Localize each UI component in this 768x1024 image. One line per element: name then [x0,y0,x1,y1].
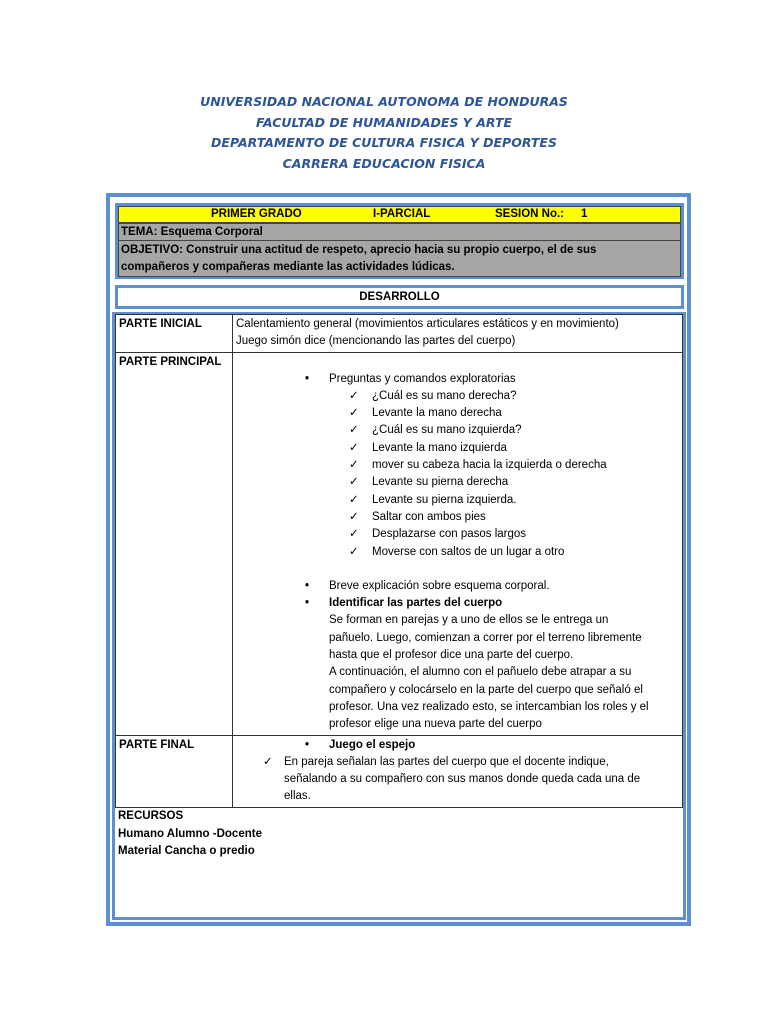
check-icon: ✓ [349,493,359,506]
tema-text: TEMA: Esquema Corporal [121,226,263,238]
list-item [236,492,679,509]
list-item [236,544,679,561]
session-label: SESION No.: [495,208,565,220]
spacer [236,561,679,578]
session-number: 1 [581,208,588,220]
faculty-name: FACULTAD DE HUMANIDADES Y ARTE [255,114,513,130]
parte-final-content [233,735,683,807]
bullet-text: Juego el espejo [329,738,416,751]
check-icon: ✓ [263,755,273,768]
final-list [236,737,679,806]
paragraph-line: compañero y colocárselo en la parte del cuerpo que señaló el [329,683,643,696]
parte-inicial-line-1: Calentamiento general (movimientos articulares estáticos y en movimiento) [236,318,619,330]
list-item [236,737,679,754]
check-text: En pareja señalan las partes del cuerpo que el docente indique, [284,755,609,768]
paragraph-line: pañuelo. Luego, comienzan a correr por el terreno libremente [329,631,642,644]
objetivo-row [118,240,681,277]
check-text: ¿Cuál es su mano derecha? [372,389,517,402]
recursos-material: Material Cancha o predio [118,845,255,857]
check-text: Saltar con ambos pies [372,510,486,523]
parte-principal-label: PARTE PRINCIPAL [116,352,233,735]
grade-row [118,206,681,223]
parte-inicial-content [233,315,683,353]
recursos-section [118,808,262,861]
bullet-text: Preguntas y comandos exploratorias [329,372,516,385]
check-icon: ✓ [349,459,359,472]
check-text: Moverse con saltos de un lugar a otro [372,545,565,558]
parte-inicial-label: PARTE INICIAL [116,315,233,353]
check-text: Desplazarse con pasos largos [372,528,527,541]
grade-label: PRIMER GRADO [211,208,302,220]
parte-inicial-row [116,315,683,353]
check-text: ¿Cuál es su mano izquierda? [372,424,522,437]
parte-inicial-line-2: Juego simón dice (mencionando las partes del cuerpo) [236,335,516,348]
parte-principal-row [116,352,683,735]
bullet-text: Breve explicación sobre esquema corporal. [329,579,550,592]
parte-final-row [116,735,683,807]
list-item [236,595,679,612]
check-icon: ✓ [349,510,359,523]
tema-row [118,223,681,241]
check-icon: ✓ [349,407,359,420]
list-item [236,422,679,439]
check-icon: ✓ [349,528,359,541]
list-item [236,578,679,595]
list-item [236,474,679,491]
check-icon: ✓ [349,389,359,402]
check-text: Levante su pierna derecha [372,476,509,489]
list-item [236,371,679,388]
bullet-text: Identificar las partes del cuerpo [329,597,503,610]
recursos-label: RECURSOS [118,810,184,822]
paragraph-line: A continuación, el alumno con el pañuelo debe atrapar a su [329,666,632,679]
activities-table [115,314,683,808]
check-icon: ✓ [349,545,359,558]
recursos-humano: Humano Alumno -Docente [118,827,262,840]
list-item [236,754,679,771]
paragraph-line: Se forman en parejas y a uno de ellos se le entrega un [329,614,609,627]
paragraph-line: profesor. Una vez realizado esto, se intercambian los roles y el [329,700,649,713]
check-text: mover su cabeza hacia la izquierda o derecha [372,459,607,472]
check-icon: ✓ [349,476,359,489]
paragraph-line: señalando a su compañero con sus manos donde queda cada una de [284,773,641,786]
paragraph-line: ellas. [284,790,311,803]
check-text: Levante la mano izquierda [372,441,507,454]
paragraph-line: profesor elige una nueva parte del cuerpo [329,718,542,731]
list-item [236,457,679,474]
career-name: CARRERA EDUCACION FISICA [282,155,486,171]
check-icon: ✓ [349,441,359,454]
check-text: Levante su pierna izquierda. [372,493,517,506]
objetivo-line-1: OBJETIVO: Construir una actitud de respeto, aprecio hacia su propio cuerpo, el de sus [121,244,597,256]
university-name: UNIVERSIDAD NACIONAL AUTONOMA DE HONDURAS [200,94,568,109]
parte-final-label: PARTE FINAL [116,735,233,807]
department-name: DEPARTAMENTO DE CULTURA FISICA Y DEPORTES [211,135,557,150]
paragraph-line: hasta que el profesor dice una parte del cuerpo. [329,649,574,662]
check-icon: ✓ [349,424,359,437]
list-item [236,526,679,543]
list-item [236,388,679,405]
parcial-label: I-PARCIAL [373,208,431,220]
objetivo-line-2: compañeros y compañeras mediante las actividades lúdicas. [121,261,455,273]
list-item [236,405,679,422]
document-header [0,92,768,174]
list-item [236,440,679,457]
parte-principal-content [233,352,683,735]
list-item [236,509,679,526]
check-text: Levante la mano derecha [372,407,502,420]
desarrollo-heading: DESARROLLO [115,285,684,309]
principal-list [236,371,679,734]
